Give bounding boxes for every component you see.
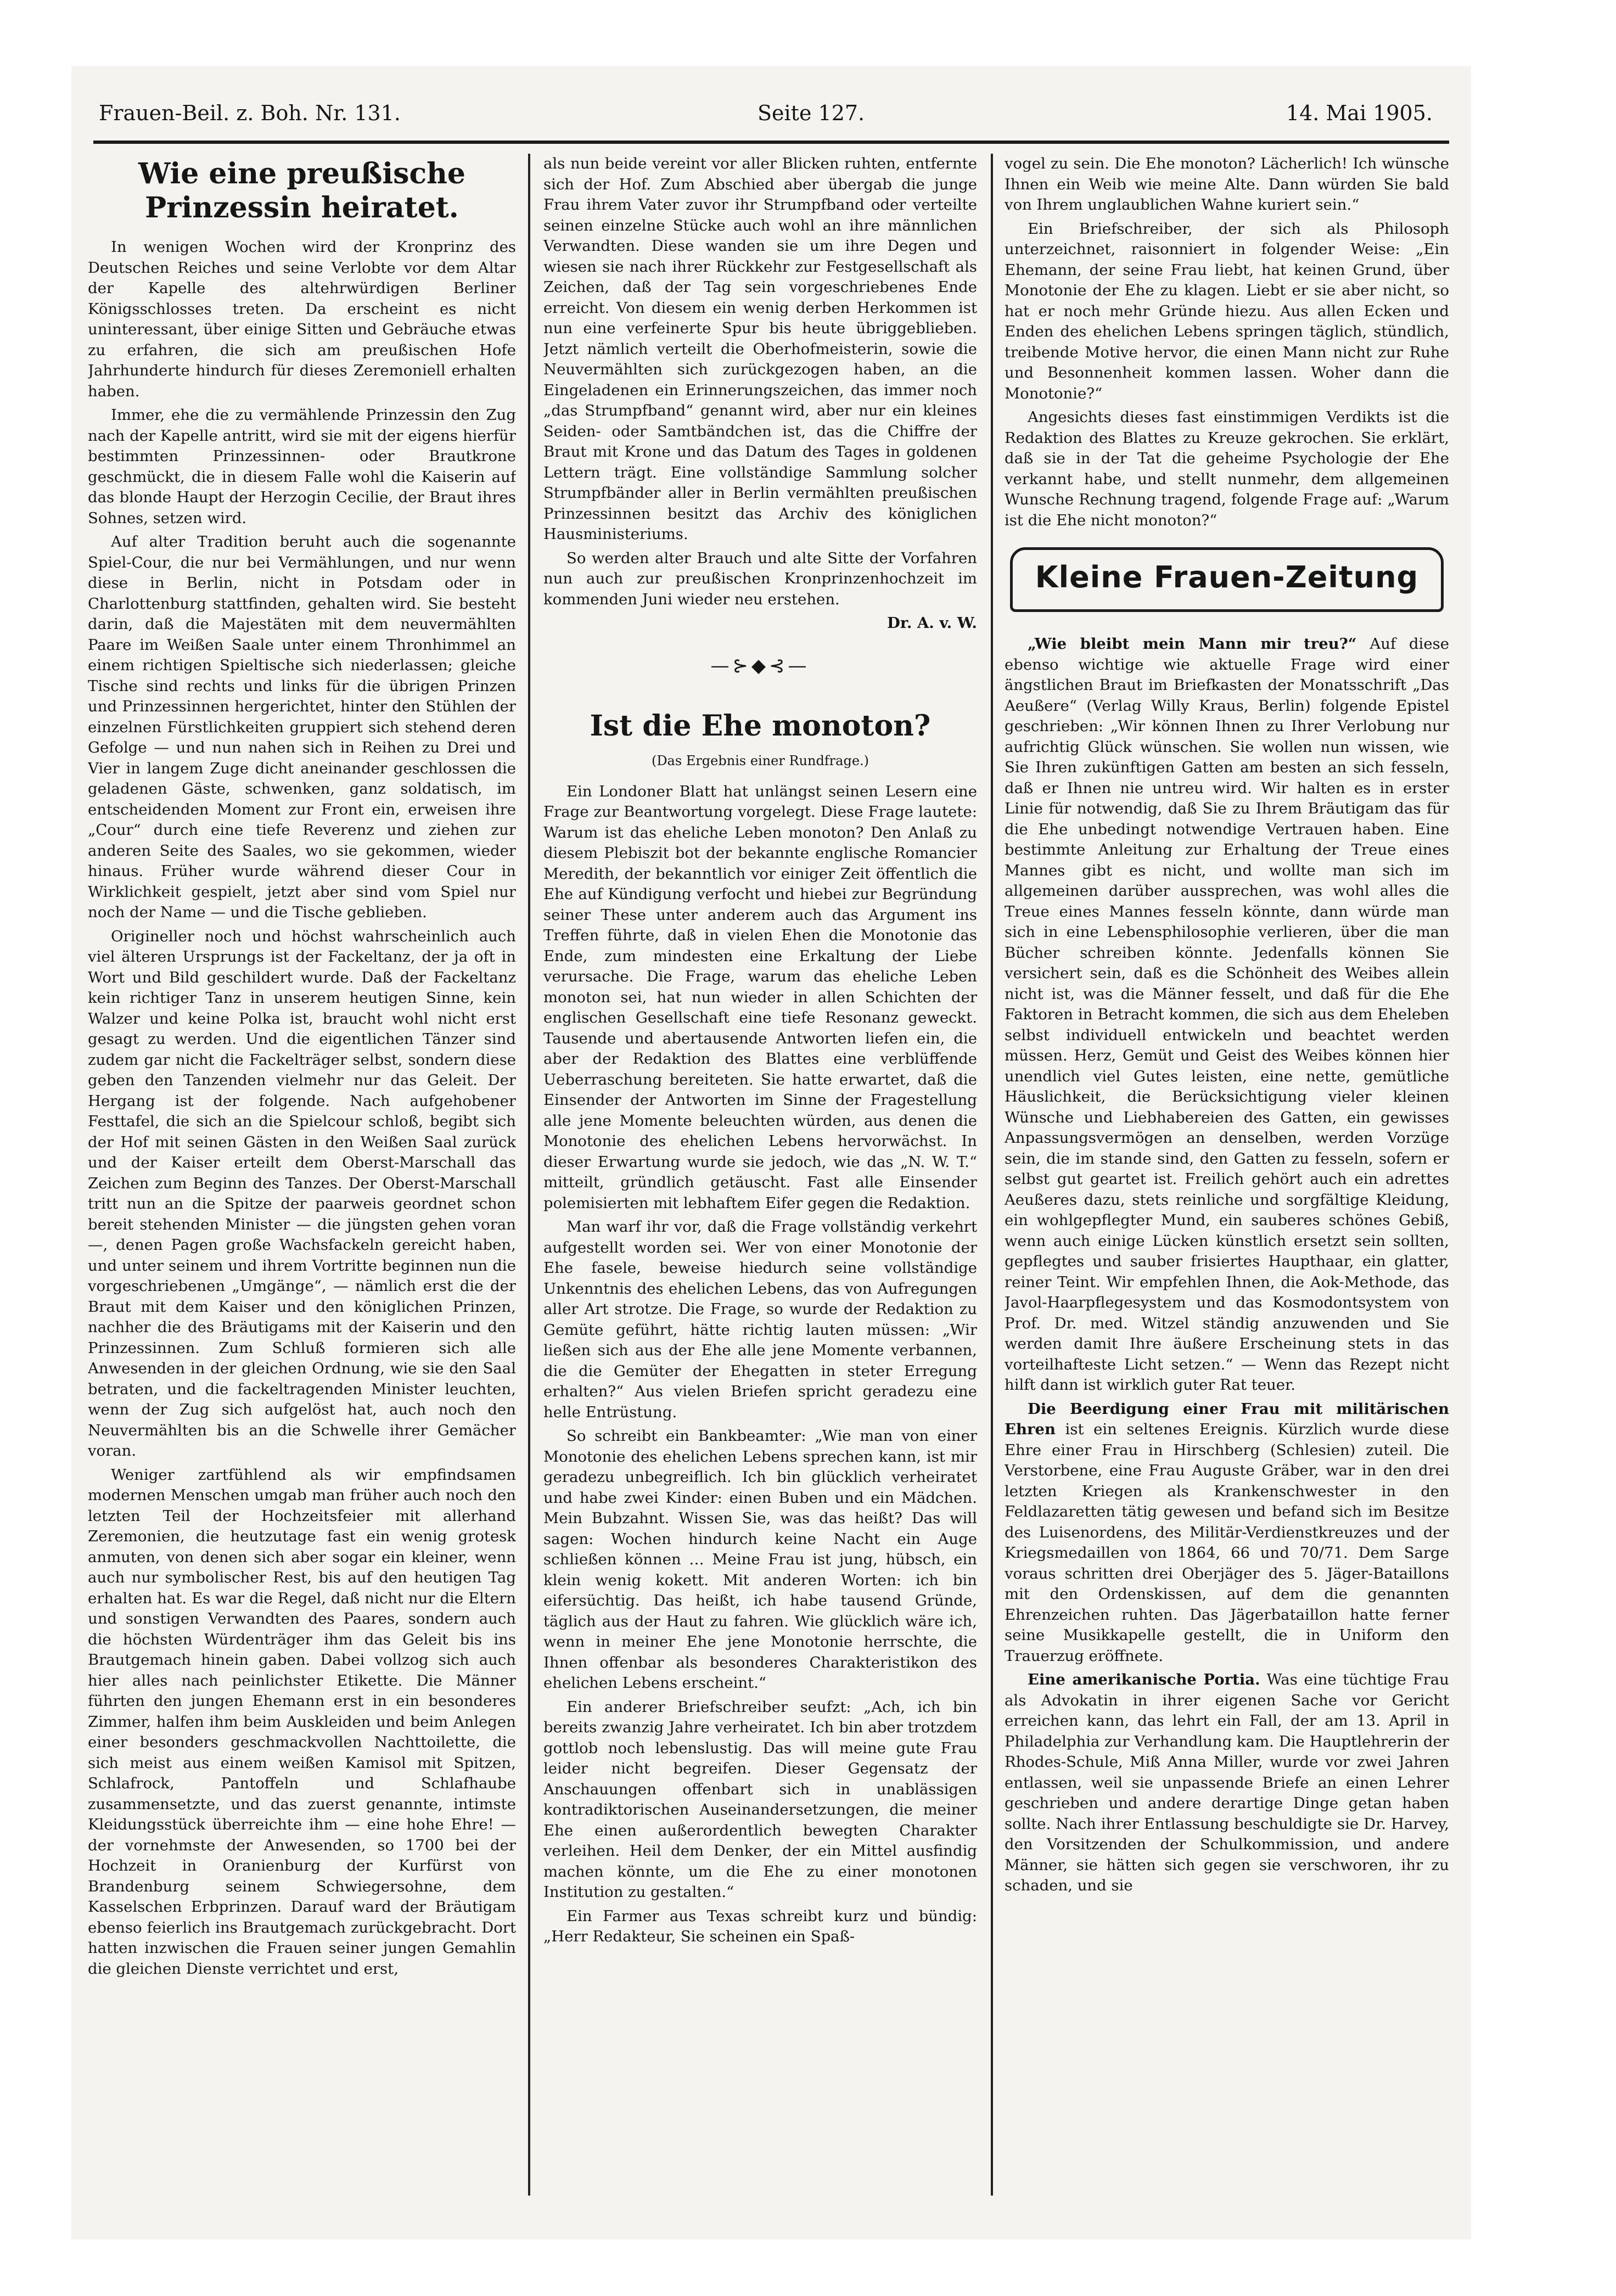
news-text: Auf diese ebenso wichtige wie aktuelle Frage wird einer ängstlichen Braut im Briefkasten der Monatsschrift „Das Aeußere“ (Verlag Willy Kraus, Berlin) folgende Epistel geschrieben: „Wir können Ihnen zu Ihrer Verlobung nur aufrichtig Glück wünschen. Sie wollen nun wissen, wie Sie Ihren zukünftigen Gatten am besten an sich fesseln, daß er Ihnen nie untreu wird. Wir halten es in erster Linie für notwendig, daß Sie zu Ihrem Bräutigam das für die Ehe unbedingt notwendige Vertrauen haben. Eine bestimmte Anleitung zur Erhaltung der Treue eines Mannes gibt es nicht, und wollte man sich im allgemeinen darüber aussprechen, was wohl alles die Treue eines Mannes fesseln könnte, dann würde man sich in eine Lebensphilosophie verlieren, über die man Bücher schreiben könnte. Jedenfalls können Sie versichert sein, daß es die Schönheit des Weibes allein nicht ist, was die Männer fesselt, und daß für die Ehe Faktoren in Betracht kommen, die sich aus dem Eheleben selbst individuell entwickeln und beachtet werden müssen. Herz, Gemüt und Geist des Weibes können hier unendlich viel Gutes leisten, eine nette, gemütliche Häuslichkeit, die Berücksichtigung vieler kleinen Wünsche und Liebhabereien des Gatten, ein gewisses Anpassungsvermögen an denselben, werden Vorzüge sein, die im stande sind, den Gatten zu fesseln, sofern er selbst gut geartet ist. Freilich gehört auch ein adrettes Aeußeres dazu, stets reinliche und sorgfältige Kleidung, ein wohlgepflegter Mund, ein sauberes schönes Gebiß, wenn auch einige Lücken künstlich ersetzt sein sollten, gepflegtes und sauber frisiertes Haupthaar, ein glatter, reiner Teint. Wir empfehlen Ihnen, die Aok-Methode, das Javol-Haarpflegesystem und das Kosmodontsystem von Prof. Dr. med. Witzel ständig anzuwenden und Sie werden damit Ihre äußere Erscheinung stets in das vorteilhafteste Licht setzen.“ — Wenn das Rezept nicht hilft dann ist wirklich guter Rat teuer. bbox=[1005, 635, 1449, 1394]
header-date: 14. Mai 1905. bbox=[1286, 101, 1433, 125]
article-paragraph: Ein anderer Briefschreiber seufzt: „Ach, ich bin bereits zwanzig Jahre verheiratet. Ich bin aber trotzdem gottlob noch lebenslustig. Das will meine gute Frau leider nicht begreifen. Dieser Gegensatz der Anschauungen offenbart sich in unablässigen kontradiktorischen Auseinandersetzungen, die meiner Ehe einen außerordentlich bewegten Charakter verleihen. Heil dem Denker, der ein Mittel ausfindig machen könnte, um die Ehe zu einer monotonen Institution zu gestalten.“ bbox=[543, 1698, 977, 1901]
ornament-divider: —⊱◆⊰— bbox=[710, 654, 810, 677]
article-signature: Dr. A. v. W. bbox=[887, 614, 977, 632]
article-subtitle: (Das Ergebnis einer Rundfrage.) bbox=[651, 753, 869, 768]
news-headline: Eine amerikanische Portia. bbox=[1028, 1671, 1260, 1688]
news-headline: Die Beerdigung einer Frau mit militärischen Ehren bbox=[1005, 1400, 1449, 1438]
column-1 bbox=[88, 154, 516, 2196]
section-title-kleine-frauen-zeitung: Kleine Frauen-Zeitung bbox=[1010, 547, 1444, 612]
article-paragraph: Origineller noch und höchst wahrscheinlich auch viel älteren Ursprungs ist der Fackeltanz, der ja oft in Wort und Bild geschildert wurde. Daß der Fackeltanz kein richtiger Tanz in unserem heutigen Sinne, kein Walzer und keine Polka ist, braucht wohl nicht erst gesagt zu werden. Und die eigentlichen Tänzer sind zudem gar nicht die Fackelträger selbst, sondern diese geben den Tanzenden vielmehr nur das Geleit. Der Hergang ist der folgende. Nach aufgehobener Festtafel, die sich an die Spielcour schloß, begibt sich der Hof mit seinen Gästen in den Weißen Saal zurück und der Kaiser erteilt dem Oberst-Marschall das Zeichen zum Beginn des Tanzes. Der Oberst-Marschall tritt nun an die Spitze der paarweis geordnet schon bereit stehenden Minister — die jüngsten gehen voran —, denen Pagen große Wachsfackeln gereicht haben, und unter seinem und ihrem Vortritte beginnen nun die vorgeschriebenen „Umgänge“, — nämlich erst die der Braut mit dem Kaiser und den königlichen Prinzen, nachher die des Bräutigams mit der Kaiserin und den Prinzessinnen. Zum Schluß formieren sich alle Anwesenden in der gleichen Ordnung, wie sie den Saal betraten, und die fackeltragenden Minister leuchten, wenn der Zug sich aufgelöst hat, auch noch den Neuvermählten bis an die Schwelle ihrer Gemächer voran. bbox=[88, 927, 516, 1459]
article-paragraph: Ein Briefschreiber, der sich als Philosoph unterzeichnet, raisonniert in folgender Weise: „Ein Ehemann, der seine Frau liebt, hat keinen Grund, über Monotonie der Ehe zu klagen. Liebt er sie aber nicht, so hat er noch mehr Gründe hiezu. Aus allen Ecken und Enden des ehelichen Lebens springen täglich, stündlich, treibende Motive hervor, die einen Mann nicht zur Ruhe und Besonnenheit kommen lassen. Woher dann die Monotonie?“ bbox=[1005, 220, 1449, 402]
article-paragraph: Immer, ehe die zu vermählende Prinzessin den Zug nach der Kapelle antritt, wird sie mit der eigens hierfür bestimmten Prinzessinnen- oder Brautkrone geschmückt, die in diesem Falle wohl die Kaiserin auf das blonde Haupt der Herzogin Cecilie, der Braut ihres Sohnes, setzen wird. bbox=[88, 406, 516, 527]
article-paragraph: als nun beide vereint vor aller Blicken ruhten, entfernte sich der Hof. Zum Abschied aber übergab die junge Frau ihrem Vater zuvor ihr Strumpfband oder verteilte seinen einzelne Stücke auch wohl an ihre männlichen Verwandten. Diese wanden sie um ihre Degen und wiesen sie nach ihrer Rückkehr zur Festgesellschaft als Zeichen, daß der Tag sein vorgeschriebenes Ende erreicht. Von diesem ein wenig derben Herkommen ist nun eine verfeinerte Spur bis heute übriggeblieben. Jetzt nämlich verteilt die Oberhofmeisterin, sowie die Neuvermählten sich zurückgezogen haben, an die Eingeladenen ein Erinnerungszeichen, das immer noch „das Strumpfband“ genannt wird, aber nur ein kleines Seiden- oder Samtbändchen ist, das die Chiffre der Braut mit Krone und das Datum des Tages in goldenen Lettern trägt. Eine vollständige Sammlung solcher Strumpfbänder aller in Berlin vermählten preußischen Prinzessinnen besitzt das Archiv des königlichen Hausministeriums. bbox=[543, 155, 977, 543]
article-paragraph: So schreibt ein Bankbeamter: „Wie man von einer Monotonie des ehelichen Lebens sprechen kann, ist mir geradezu unbegreiflich. Ich bin glücklich verheiratet und habe zwei Kinder: einen Buben und ein Mädchen. Mein Bubzahnt. Wissen Sie, was das heißt? Das will sagen: Wochen hindurch keine Nacht ein Auge schließen können … Meine Frau ist jung, hübsch, ein klein wenig kokett. Mit anderen Worten: ich bin eifersüchtig. Das heißt, ich habe tausend Gründe, täglich aus der Haut zu fahren. Wie glücklich wäre ich, wenn in meiner Ehe jene Monotonie herrschte, die Ihnen offenbar als besonderes Charakteristikon des ehelichen Lebens erscheint.“ bbox=[543, 1427, 977, 1692]
header-rule bbox=[93, 141, 1449, 144]
column-divider-2 bbox=[991, 154, 993, 2196]
news-item bbox=[1005, 1670, 1449, 1896]
header-publication: Frauen-Beil. z. Boh. Nr. 131. bbox=[99, 101, 401, 125]
news-headline: „Wie bleibt mein Mann mir treu?“ bbox=[1028, 635, 1357, 653]
news-item bbox=[1005, 1399, 1449, 1667]
article-paragraph: Angesichts dieses fast einstimmigen Verdikts ist die Redaktion des Blattes zu Kreuze gekrochen. Sie erklärt, daß sie in der Tat die geheime Psychologie der Ehe verkannt habe, und stellt nunmehr, dem allgemeinen Wunsche Rechnung tragend, folgende Frage auf: „Warum ist die Ehe nicht monoton?“ bbox=[1005, 408, 1449, 529]
article-paragraph: vogel zu sein. Die Ehe monoton? Lächerlich! Ich wünsche Ihnen ein Weib wie meine Alte. Dann würden Sie bald von Ihrem unglaublichen Wahne kuriert sein.“ bbox=[1005, 155, 1449, 214]
article-paragraph: Auf alter Tradition beruht auch die sogenannte Spiel-Cour, die nur bei Vermählungen, und nur wenn diese in Berlin, nicht in Potsdam oder in Charlottenburg stattfinden, gehalten wird. Sie besteht darin, daß die Majestäten mit dem neuvermählten Paare im Weißen Saale unter einem Thronhimmel an einem richtigen Spieltische sich niederlassen; gleiche Tische sind rechts und links für die übrigen Prinzen und Prinzessinnen hergerichtet, hinter den Stühlen der einzelnen Fürstlichkeiten gruppiert sich stehend deren Gefolge — und nun nahen sich in Reihen zu Drei und Vier in langem Zuge dicht aneinander geschlossen die geladenen Gäste, schwenken, ganz soldatisch, im entscheidenden Moment zur Front ein, erweisen ihre „Cour“ durch eine tiefe Reverenz und ziehen zur anderen Seite des Saales, wo sie gekommen, wieder hinaus. Früher wurde während dieser Cour in Wirklichkeit gespielt, jetzt aber sind vom Spiel nur noch der Name — und die Tische geblieben. bbox=[88, 533, 516, 921]
column-divider-1 bbox=[528, 154, 530, 2196]
newspaper-page bbox=[71, 66, 1471, 2239]
article-paragraph: Weniger zartfühlend als wir empfindsamen modernen Menschen umgab man früher auch noch den letzten Teil der Hochzeitsfeier mit allerhand Zeremonien, die heutzutage fast ein wenig grotesk anmuten, von denen sich aber sogar ein kleiner, wenn auch nur symbolischer Rest, bis auf den heutigen Tag erhalten hat. Es war die Regel, daß nicht nur die Eltern und sonstigen Verwandten des Paares, sondern auch die höchsten Würdenträger ihm das Geleit bis ins Brautgemach hinein gaben. Dabei vollzog sich auch hier alles nach peinlichster Etikette. Die Männer führten den jungen Ehemann erst in ein besonderes Zimmer, halfen ihm beim Auskleiden und beim Anlegen einer besonders geschmackvollen Nachttoilette, die sich meist aus einem weißen Kamisol mit Spitzen, Schlafrock, Pantoffeln und Schlafhaube zusammensetzte, und das zuerst genannte, intimste Kleidungsstück überreichte ihm — eine hohe Ehre! — der vornehmste der Anwesenden, so 1700 bei der Hochzeit in Oranienburg der Kurfürst von Brandenburg seinem Schwiegersohne, dem Kasselschen Erbprinzen. Darauf ward der Bräutigam ebenso feierlich ins Brautgemach zurückgebracht. Dort hatten inzwischen die Frauen seiner jungen Gemahlin die gleichen Dienste verrichtet und erst, bbox=[88, 1466, 516, 1978]
column-2 bbox=[543, 154, 977, 2196]
news-text: Was eine tüchtige Frau als Advokatin in ihrer eigenen Sache vor Gericht erreichen kann, das lehrt ein Fall, der am 13. April in Philadelphia zur Verhandlung kam. Die Hauptlehrerin der Rhodes-Schule, Miß Anna Miller, wurde vor zwei Jahren entlassen, weil sie unpassende Briefe an einen Lehrer geschrieben und andere derartige Dinge getan haben sollte. Nach ihrer Entlassung beschuldigte sie Dr. Harvey, den Vorsitzenden der Schulkommission, und andere Männer, sie hätten sich gegen sie verschworen, ihr zu schaden, und sie bbox=[1005, 1671, 1449, 1894]
article-paragraph: In wenigen Wochen wird der Kronprinz des Deutschen Reiches und seine Verlobte vor dem Altar der Kapelle des altehrwürdigen Berliner Königsschlosses treten. Da erscheint es nicht uninteressant, über einige Sitten und Gebräuche etwas zu erfahren, die sich am preußischen Hofe Jahrhunderte hindurch für dieses Zeremoniell erhalten haben. bbox=[88, 238, 516, 400]
article-paragraph: Man warf ihr vor, daß die Frage vollständig verkehrt aufgestellt worden sei. Wer von einer Monotonie der Ehe fasele, beweise hiedurch seine vollständige Unkenntnis des ehelichen Lebens, das von Aufregungen aller Art strotze. Die Frage, so wurde der Redaktion zu Gemüte geführt, hätte richtig lauten müssen: „Wir ließen sich aus der Ehe alle jene Momente verbannen, die die Gemüter der Ehegatten in steter Erregung erhalten?“ Aus vielen Briefen spricht geradezu eine helle Entrüstung. bbox=[543, 1218, 977, 1421]
news-text: ist ein seltenes Ereignis. Kürzlich wurde diese Ehre einer Frau in Hirschberg (Schlesien) zuteil. Die Verstorbene, eine Frau Auguste Gräber, war in den drei letzten Kriegen als Krankenschwester in den Feldlazaretten tätig gewesen und befand sich im Besitze des Luisenordens, des Militär-Verdienstkreuzes und der Kriegsmedaillen von 1864, 66 und 70/71. Dem Sarge voraus schritten drei Oberjäger des 5. Jäger-Bataillons mit den Ordenskissen, auf dem die genannten Ehrenzeichen ruhten. Das Jägerbataillon hatte ferner seine Musikkapelle gestellt, die in Uniform den Trauerzug eröffnete. bbox=[1005, 1421, 1449, 1665]
column-3 bbox=[1005, 154, 1449, 2196]
article-title-prinzessin: Wie eine preußische Prinzessin heiratet. bbox=[138, 157, 465, 224]
article-title-ehe: Ist die Ehe monoton? bbox=[590, 709, 931, 743]
article-paragraph: Ein Londoner Blatt hat unlängst seinen Lesern eine Frage zur Beantwortung vorgelegt. Diese Frage lautete: Warum ist das eheliche Leben monoton? Den Anlaß zu diesem Plebiszit bot der bekannte englische Romancier Meredith, der bekanntlich vor einiger Zeit öffentlich die Ehe auf Kündigung verfocht und hiebei zur Begründung seiner These unter anderem auch das Argument ins Treffen führte, daß in vielen Ehen die Monotonie das Ende, zum mindesten eine Erkaltung der Liebe verursache. Die Frage, warum das eheliche Leben monoton sei, hat nun wieder in allen Schichten der englischen Gesellschaft eine tiefe Resonanz geweckt. Tausende und abertausende Antworten liefen ein, die aber der Redaktion des Blattes eine verblüffende Ueberraschung bereiteten. Sie hatte erwartet, daß die Einsender der Antworten im Sinne der Fragestellung alle jene Momente beleuchten würden, aus denen die Monotonie des ehelichen Lebens hervorwächst. In dieser Erwartung wurde sie jedoch, wie das „N. W. T.“ mitteilt, gründlich getäuscht. Fast alle Einsender polemisierten mit lebhaftem Eifer gegen die Redaktion. bbox=[543, 782, 977, 1212]
news-item bbox=[1005, 634, 1449, 1396]
page-header bbox=[93, 88, 1455, 137]
article-paragraph: So werden alter Brauch und alte Sitte der Vorfahren nun auch zur preußischen Kronprinzenhochzeit im kommenden Juni wieder neu erstehen. bbox=[543, 549, 977, 608]
header-page-number: Seite 127. bbox=[758, 101, 865, 125]
article-paragraph: Ein Farmer aus Texas schreibt kurz und bündig: „Herr Redakteur, Sie scheinen ein Spaß- bbox=[543, 1907, 977, 1945]
